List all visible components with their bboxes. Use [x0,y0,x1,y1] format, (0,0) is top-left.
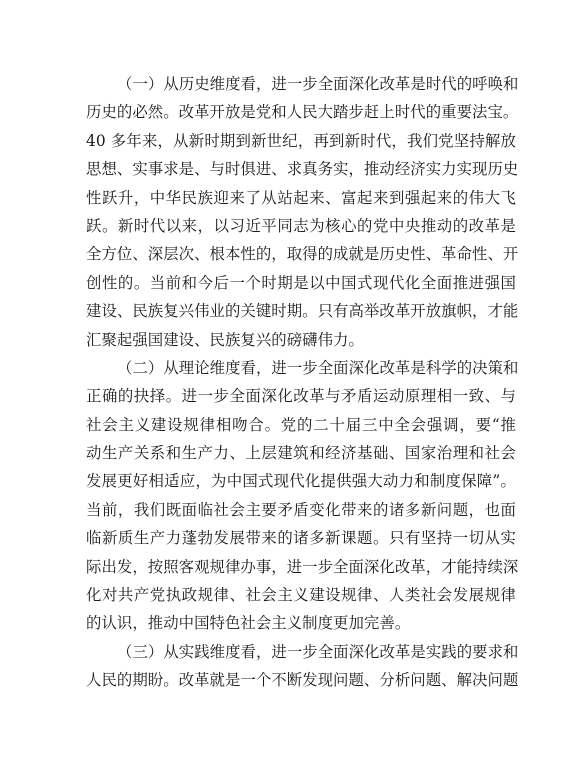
paragraph-historical-dimension [86,70,519,354]
text-line: 发展更好相适应，为中国式现代化提供强大动力和制度保障”。 [86,472,516,491]
text-line: 当前，我们既面临社会主要矛盾变化带来的诸多新问题，也面 [86,500,516,519]
text-line: 历史的必然。改革开放是党和人民大踏步赶上时代的重要法宝。 [86,103,519,122]
text-line: 性跃升，中华民族迎来了从站起来、富起来到强起来的伟大飞 [86,188,516,207]
text-line: 40 多年来，从新时期到新世纪，再到新时代，我们党坚持解放 [86,131,516,150]
text-line: 思想、实事求是、与时俱进、求真务实，推动经济实力实现历史 [86,160,519,179]
paragraph-practical-dimension [86,638,519,695]
text-line: 化对共产党执政规律、社会主义建设规律、人类社会发展规律 [86,586,516,605]
text-line: 际出发，按照客观规律办事，进一步全面深化改革，才能持续深 [86,557,519,576]
text-line: （三）从实践维度看，进一步全面深化改革是实践的要求和 [117,642,519,661]
text-line: 创性的。当前和今后一个时期是以中国式现代化全面推进强国 [86,273,516,292]
text-line: 跃。新时代以来，以习近平同志为核心的党中央推动的改革是 [86,216,516,235]
text-line: 动生产关系和生产力、上层建筑和经济基础、国家治理和社会 [86,444,516,463]
document-body [86,70,519,695]
text-line: 正确的抉择。进一步全面深化改革与矛盾运动原理相一致、与 [86,387,516,406]
text-line: 汇聚起强国建设、民族复兴的磅礴伟力。 [86,330,364,349]
text-line: （二）从理论维度看，进一步全面深化改革是科学的决策和 [117,358,519,377]
text-line: 的认识，推动中国特色社会主义制度更加完善。 [86,614,411,633]
text-line: 临新质生产力蓬勃发展带来的诸多新课题。只有坚持一切从实 [86,529,516,548]
text-line: 全方位、深层次、根本性的，取得的成就是历史性、革命性、开 [86,245,519,264]
text-line: 人民的期盼。改革就是一个不断发现问题、分析问题、解决问题 [86,671,519,690]
text-line: 社会主义建设规律相吻合。党的二十届三中全会强调，要“推 [86,415,516,434]
paragraph-theoretical-dimension [86,354,519,638]
text-line: 建设、民族复兴伟业的关键时期。只有高举改革开放旗帜，才能 [86,302,519,321]
text-line: （一）从历史维度看，进一步全面深化改革是时代的呼唤和 [117,75,519,93]
